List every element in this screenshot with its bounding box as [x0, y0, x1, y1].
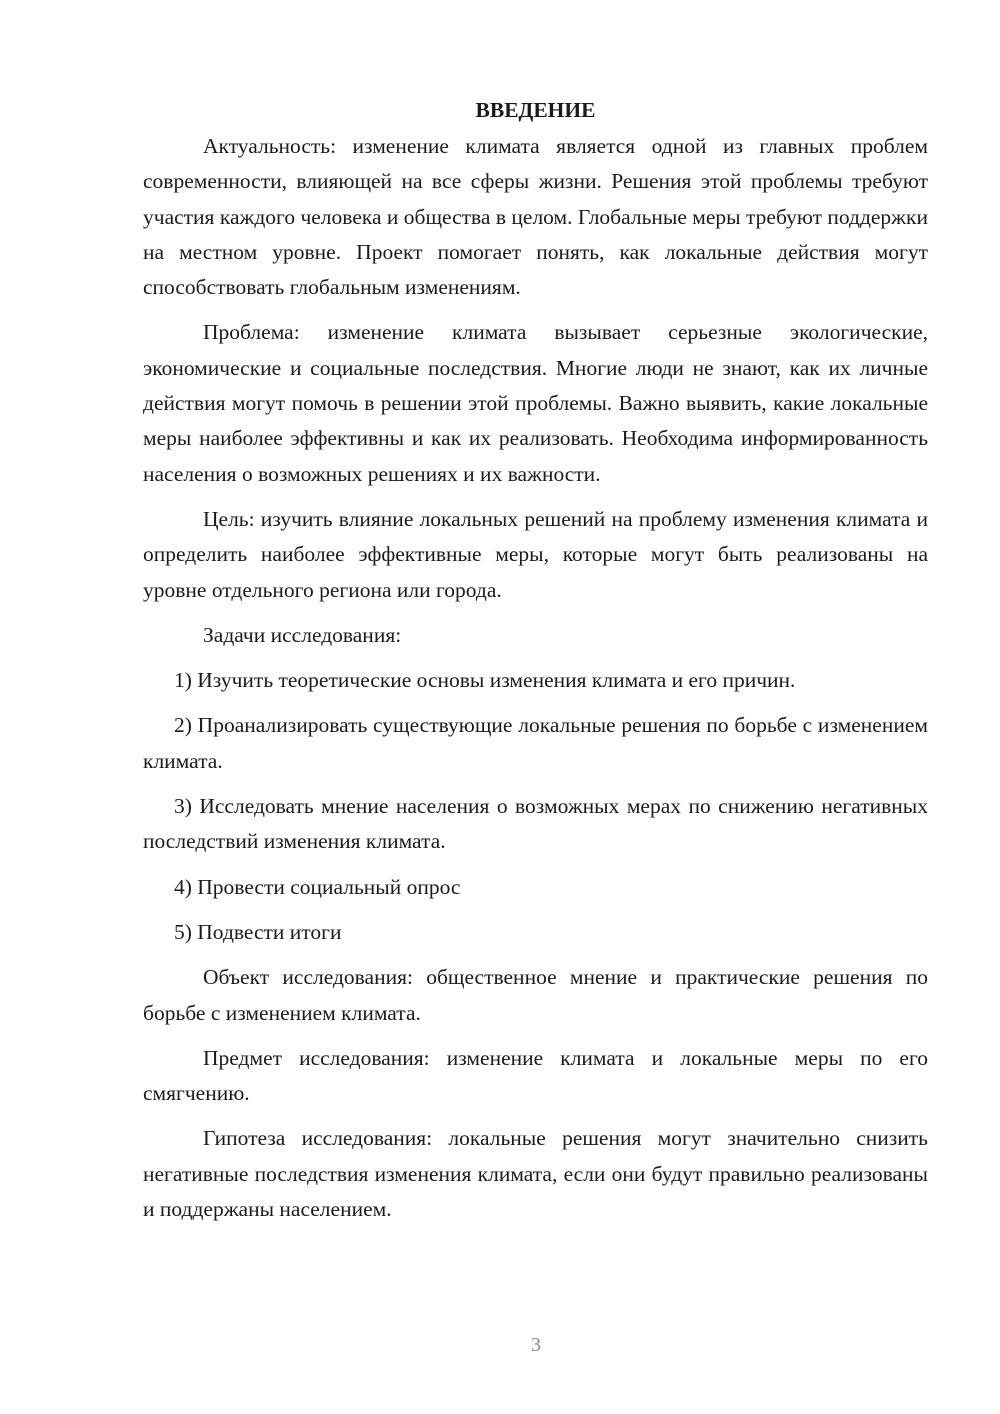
- page-number: 3: [531, 1334, 541, 1356]
- document-body: [143, 92, 928, 1237]
- object-paragraph: Объект исследования: общественное мнение и практические решения по борьбе с изменением климата.: [143, 965, 928, 1025]
- tasks-label: Задачи исследования:: [203, 622, 402, 647]
- goal-paragraph: Цель: изучить влияние локальных решений на проблему изменения климата и определить наиболее эффективные меры, которые могут быть реализованы на уровне отдельного региона или города.: [143, 506, 928, 602]
- subject-paragraph: Предмет исследования: изменение климата и локальные меры по его смягчению.: [143, 1045, 928, 1106]
- relevance-paragraph: Актуальность: изменение климата является одной из главных проблем современности, влияющей на все сферы жизни. Решения этой проблемы требуют участия каждого человека и общества в целом. Глобальные меры требуют поддержки на местном уровне. Проект помогает понять, как локальные действия могут способствовать глобальным изменениям.: [143, 134, 928, 300]
- task-item-2: 2) Проанализировать существующие локальные решения по борьбе с изменением климата.: [143, 713, 928, 773]
- hypothesis-paragraph: Гипотеза исследования: локальные решения могут значительно снизить негативные последствия изменения климата, если они будут правильно реализованы и поддержаны населением.: [143, 1126, 928, 1222]
- problem-paragraph: Проблема: изменение климата вызывает серьезные экологические, экономические и социальные последствия. Многие люди не знают, как их личные действия могут помочь в решении этой проблемы. Важно выявить, какие локальные меры наиболее эффективны и как их реализовать. Необходима информированность населения о возможных решениях и их важности.: [143, 320, 928, 486]
- task-item-5: 5) Подвести итоги: [174, 919, 342, 944]
- section-heading: ВВЕДЕНИЕ: [475, 98, 596, 122]
- task-item-3: 3) Исследовать мнение населения о возможных мерах по снижению негативных последствий изменения климата.: [143, 794, 928, 854]
- task-item-4: 4) Провести социальный опрос: [174, 874, 461, 899]
- task-item-1: 1) Изучить теоретические основы изменения климата и его причин.: [174, 668, 796, 693]
